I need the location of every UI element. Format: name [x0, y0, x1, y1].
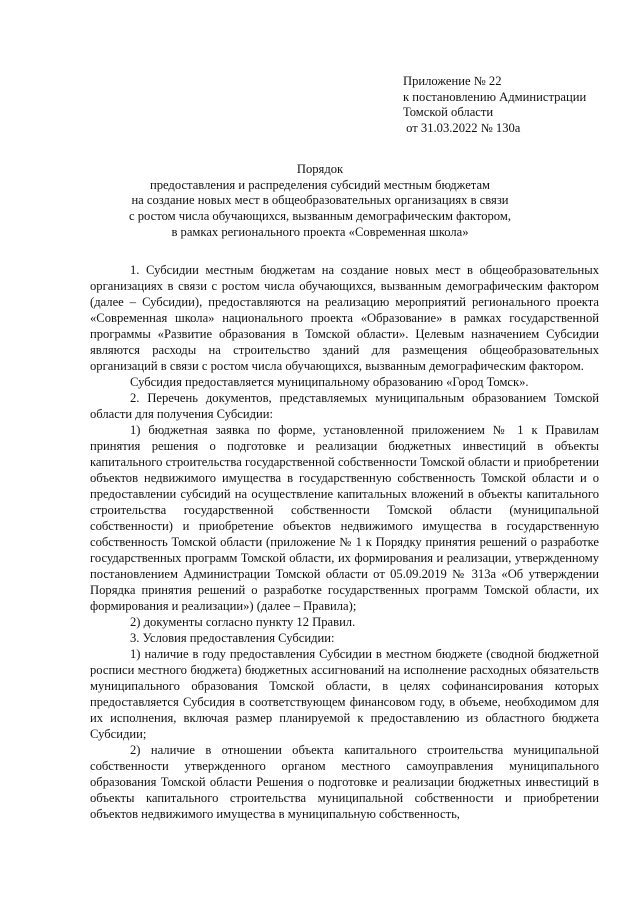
document-title [90, 162, 550, 241]
paragraph-5: 2) документы согласно пункту 12 Правил. [130, 615, 356, 629]
title-line-1: Порядок [296, 162, 344, 176]
appendix-header [403, 74, 633, 136]
title-line-3: на создание новых мест в общеобразовательных организациях в связи [131, 193, 509, 208]
title-line-5: в рамках регионального проекта «Современная школа» [171, 224, 469, 239]
title-line-2: предоставления и распределения субсидий местным бюджетам [149, 177, 491, 192]
appendix-date: от 31.03.2022 № 130а [403, 120, 521, 135]
document-body [90, 262, 599, 822]
appendix-reference: к постановлению Администрации [403, 89, 587, 104]
title-line-4: с ростом числа обучающихся, вызванным демографическим фактором, [129, 209, 511, 224]
appendix-number: Приложение № 22 [403, 74, 502, 88]
paragraph-3: 2. Перечень документов, представляемых муниципальным образованием Томской области для получения Субсидии: [90, 391, 599, 421]
paragraph-6: 3. Условия предоставления Субсидии: [130, 631, 335, 645]
paragraph-4: 1) бюджетная заявка по форме, установленной приложением № 1 к Правилам принятия решения о подготовке и реализации бюджетных инвестиций в объекты капитального строительства государственной собственности Томской области и приобретении объектов недвижимого имущества в государственную собственность Томской области и о предоставлении субсидий на осуществление капитальных вложений в объекты капитального строительства государственной собственности Томской области (муниципальной собственности) и приобретение объектов недвижимого имущества в государственную собственность Томской области (приложение № 1 к Порядку принятия решений о разработке государственных программ Томской области, их формирования и реализации, утвержденному постановлением Администрации Томской области от 05.09.2019 № 313а «Об утверждении Порядка принятия решений о разработке государственных программ Томской области, их формирования и реализации») (далее – Правила); [90, 423, 599, 613]
paragraph-8: 2) наличие в отношении объекта капитального строительства муниципальной собственности утвержденного органом местного самоуправления муниципального образования Томской области Решения о подготовке и реализации бюджетных инвестиций в объекты капитального строительства муниципальной собственности и приобретении объектов недвижимого имущества в муниципальную собственность, [90, 743, 599, 821]
paragraph-7: 1) наличие в году предоставления Субсидии в местном бюджете (сводной бюджетной росписи местного бюджета) бюджетных ассигнований на исполнение расходных обязательств муниципального образования Томской области, в целях софинансирования которых предоставляется Субсидия в соответствующем финансовом году, в объеме, необходимом для их исполнения, включая размер планируемой к предоставлению из областного бюджета Субсидии; [90, 647, 599, 741]
appendix-region: Томской области [403, 105, 494, 119]
paragraph-1: 1. Субсидии местным бюджетам на создание новых мест в общеобразовательных организациях в связи с ростом числа обучающихся, вызванным демографическим фактором (далее – Субсидии), предоставляются на реализацию мероприятий регионального проекта «Современная школа» национального проекта «Образование» в рамках государственной программы «Развитие образования в Томской области». Целевым назначением Субсидии являются расходы на строительство зданий для размещения общеобразовательных организаций в связи с ростом числа обучающихся, вызванным демографическим фактором. [90, 263, 599, 373]
paragraph-2: Субсидия предоставляется муниципальному образованию «Город Томск». [130, 375, 529, 389]
